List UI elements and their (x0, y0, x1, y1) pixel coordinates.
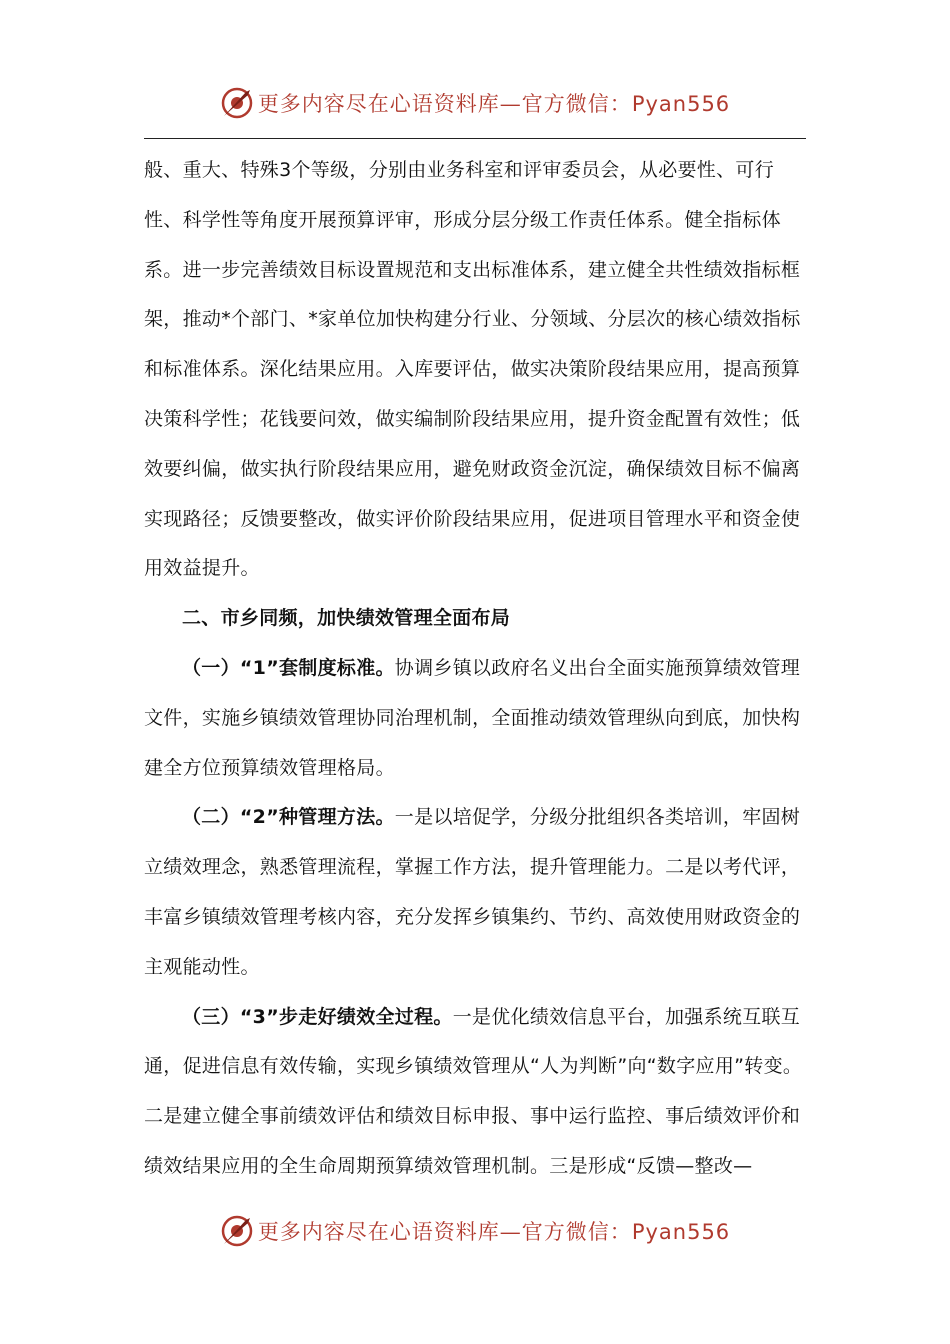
page-header-banner (0, 80, 950, 126)
paragraph-continuation: 般、重大、特殊3个等级，分别由业务科室和评审委员会，从必要性、可行性、科学性等角度开展预算评审，形成分层分级工作责任体系。健全指标体系。进一步完善绩效目标设置规范和支出标准体系，建立健全共性绩效指标框架，推动*个部门、*家单位加快构建分行业、分领域、分层次的核心绩效指标和标准体系。深化结果应用。入库要评估，做实决策阶段结果应用，提高预算决策科学性；花钱要问效，做实编制阶段结果应用，提升资金配置有效性；低效要纠偏，做实执行阶段结果应用，避免财政资金沉淀，确保绩效目标不偏离实现路径；反馈要整改，做实评价阶段结果应用，促进项目管理水平和资金使用效益提升。 (144, 159, 801, 580)
subsection-3-title: （三）“3”步走好绩效全过程。 (182, 1005, 453, 1028)
quill-seal-icon (220, 1214, 254, 1248)
subsection-1-text: 协调乡镇以政府名义出台全面实施预算绩效管理文件，实施乡镇绩效管理协同治理机制，全面推动绩效管理纵向到底，加快构建全方位预算绩效管理格局。 (144, 656, 801, 779)
quill-seal-icon (220, 86, 254, 120)
subsection-2-title: （二）“2”种管理方法。 (182, 806, 395, 829)
footer-wechat-id: Pyan556 (631, 1220, 731, 1244)
page-footer-banner (0, 1208, 950, 1254)
subsection-2-text: 一是以培促学，分级分批组织各类培训，牢固树立绩效理念，熟悉管理流程，掌握工作方法，提升管理能力。二是以考代评，丰富乡镇绩效管理考核内容，充分发挥乡镇集约、节约、高效使用财政资金的主观能动性。 (144, 806, 801, 978)
subsection-3-text: 一是优化绩效信息平台，加强系统互联互通，促进信息有效传输，实现乡镇绩效管理从“人为判断”向“数字应用”转变。二是建立健全事前绩效评估和绩效目标申报、事中运行监控、事后绩效评价和绩效结果应用的全生命周期预算绩效管理机制。三是形成“反馈—整改— (144, 1005, 803, 1177)
subsection-1 (144, 644, 806, 793)
footer-banner-text: 更多内容尽在心语资料库—官方微信：Pyan556 (257, 1220, 731, 1244)
document-body (144, 146, 806, 1192)
header-divider (144, 138, 806, 139)
subsection-3 (144, 993, 806, 1192)
subsection-2 (144, 793, 806, 992)
subsection-1-title: （一）“1”套制度标准。 (182, 656, 395, 679)
header-wechat-id: Pyan556 (631, 92, 731, 116)
header-banner-text: 更多内容尽在心语资料库—官方微信：Pyan556 (257, 92, 731, 116)
section-heading: 二、市乡同频，加快绩效管理全面布局 (182, 607, 511, 630)
